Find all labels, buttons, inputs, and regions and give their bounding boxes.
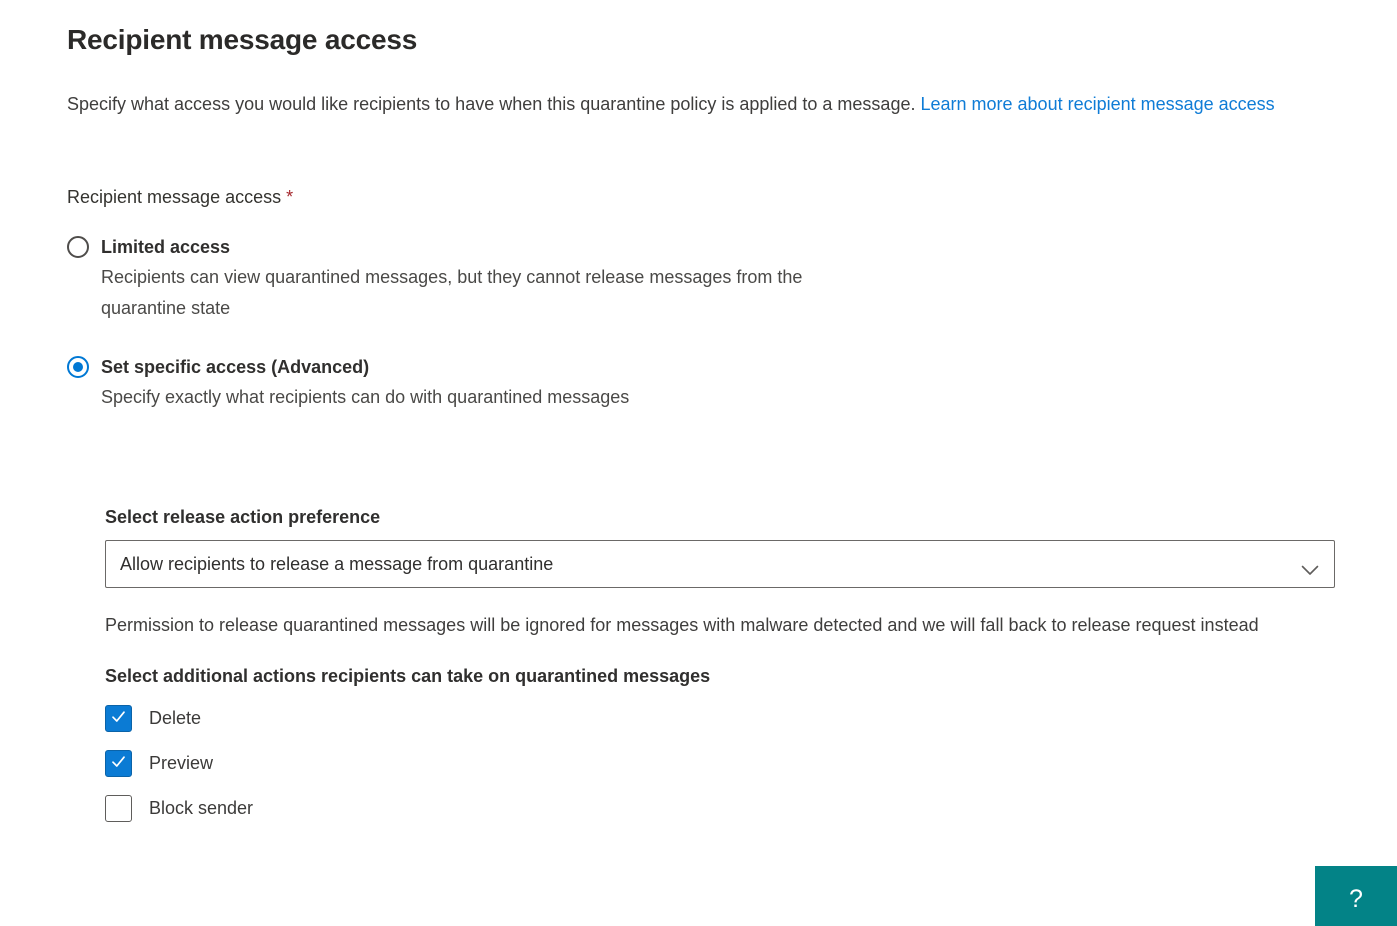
checkbox-block-sender[interactable] [105,795,132,822]
radio-option-body [101,234,821,324]
learn-more-link[interactable]: Learn more about recipient message access [920,94,1275,114]
additional-actions-checkbox-group [105,705,1335,822]
checkbox-row-block-sender[interactable] [105,795,1335,822]
checkbox-label[interactable]: Block sender [149,798,254,818]
checkbox-row-preview[interactable] [105,750,1335,777]
release-preference-note: Permission to release quarantined messages will be ignored for messages with malware detected and we will fall back to release request instead [105,615,1259,635]
recipient-access-label-text: Recipient message access [67,187,287,207]
page-description-text: Specify what access you would like recipients to have when this quarantine policy is applied to a message. [67,94,921,114]
additional-actions-label: Select additional actions recipients can take on quarantined messages [105,666,711,686]
checkbox-label[interactable]: Delete [149,708,202,728]
radio-selected-icon[interactable] [67,356,89,378]
checkbox-label[interactable]: Preview [149,753,214,773]
checkbox-preview[interactable] [105,750,132,777]
checkmark-icon [110,708,127,730]
checkbox-row-delete[interactable] [105,705,1335,732]
radio-option-label[interactable]: Set specific access (Advanced) [101,357,370,377]
radio-option-body [101,354,629,413]
advanced-access-section [105,507,1335,822]
page-title: Recipient message access [67,24,418,55]
radio-option-set-specific-access[interactable] [67,354,1335,413]
chevron-down-icon [1301,560,1319,581]
question-mark-icon: ? [1349,885,1363,913]
checkbox-delete[interactable] [105,705,132,732]
radio-option-limited-access[interactable] [67,234,1335,324]
checkmark-icon [110,753,127,775]
recipient-access-label [67,187,1335,208]
radio-dot-icon [73,362,83,372]
dropdown-selected-value: Allow recipients to release a message from quarantine [120,553,554,574]
recipient-access-radio-group [67,234,1335,413]
release-preference-label: Select release action preference [105,507,381,527]
radio-unselected-icon[interactable] [67,236,89,258]
radio-option-label[interactable]: Limited access [101,237,231,257]
page-description [67,90,1335,119]
required-asterisk: * [286,187,294,207]
radio-option-description: Recipients can view quarantined messages, but they cannot release messages from the quarantine state [101,267,803,318]
help-button[interactable] [1315,866,1397,926]
radio-option-description: Specify exactly what recipients can do with quarantined messages [101,387,630,407]
release-preference-dropdown[interactable] [105,540,1335,588]
